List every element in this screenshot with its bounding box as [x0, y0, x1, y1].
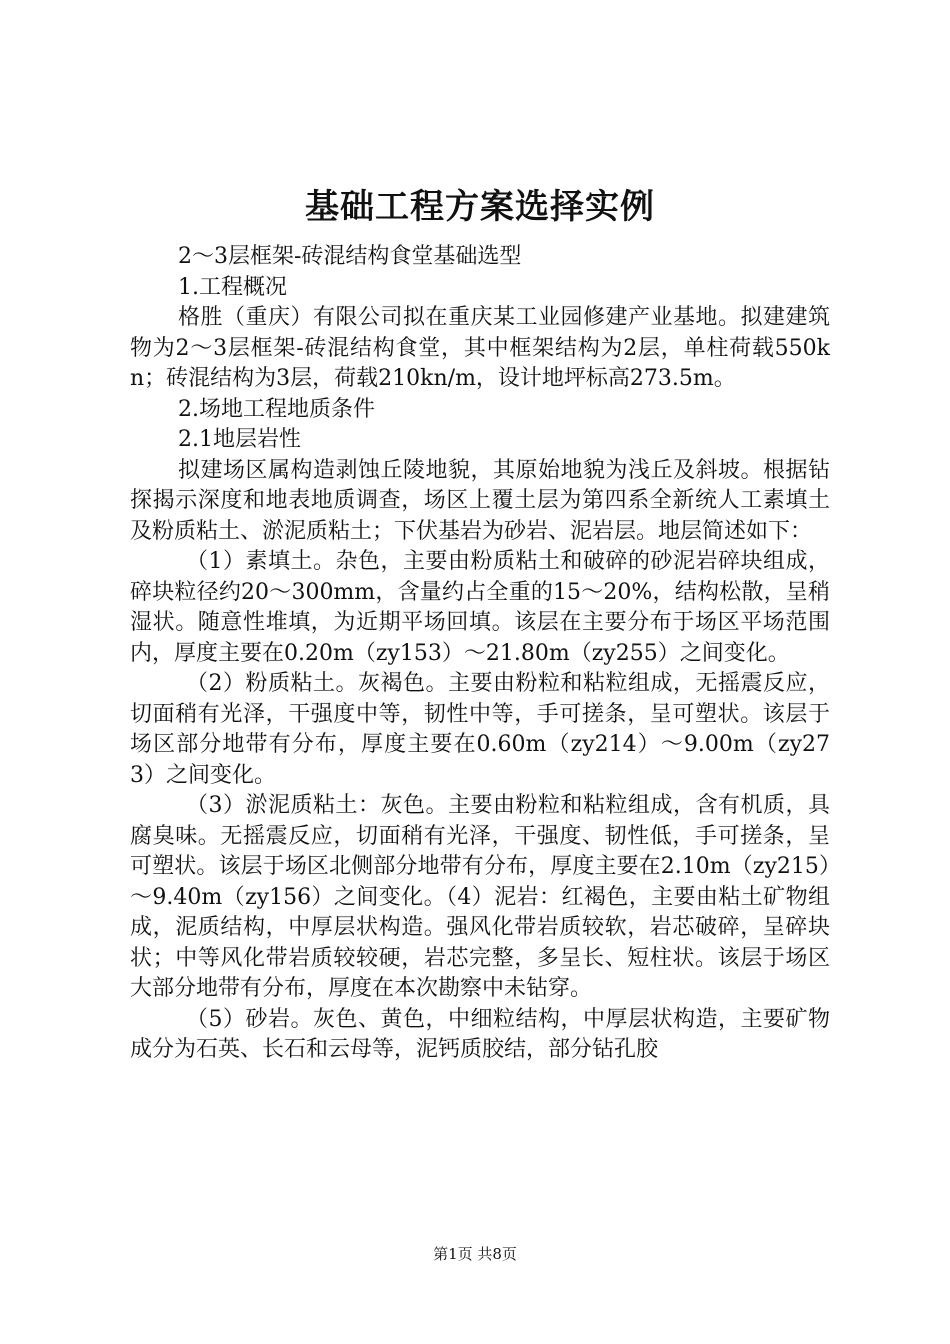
- heading-project-overview: 1.工程概况: [178, 274, 287, 300]
- paragraph-stratum-intro: 拟建场区属构造剥蚀丘陵地貌，其原始地貌为浅丘及斜坡。根据钻探揭示深度和地表地质调查，场区上覆土层为第四系全新统人工素填土及粉质粘土、淤泥质粘土；下伏基岩为砂岩、泥岩层。地层简述如下：: [130, 457, 830, 544]
- heading-site-geology: 2.场地工程地质条件: [178, 396, 375, 422]
- paragraph-layer-5: （5）砂岩。灰色、黄色，中细粒结构，中厚层状构造，主要矿物成分为石英、长石和云母等，泥钙质胶结，部分钻孔胶: [130, 1006, 830, 1062]
- paragraph-layer-2: （2）粉质粘土。灰褐色。主要由粉粒和粘粒组成，无摇震反应，切面稍有光泽，干强度中等，韧性中等，手可搓条，呈可塑状。该层于场区部分地带有分布，厚度主要在0.60m（zy214）～9.00m（zy273）之间变化。: [130, 671, 830, 788]
- heading-stratum-lithology: 2.1地层岩性: [178, 427, 301, 452]
- paragraph-project-overview: 格胜（重庆）有限公司拟在重庆某工业园修建产业基地。拟建建筑物为2～3层框架-砖混结构食堂，其中框架结构为2层，单柱荷载550kn；砖混结构为3层，荷载210kn/m，设计地坪标高273.5m。: [130, 305, 830, 391]
- section-subtitle: 2～3层框架-砖混结构食堂基础选型: [178, 244, 522, 269]
- page-footer: 第1页 共8页: [433, 1245, 517, 1263]
- paragraph-layer-1: （1）素填土。杂色，主要由粉质粘土和破碎的砂泥岩碎块组成，碎块粒径约20～300mm，含量约占全重的15～20%，结构松散，呈稍湿状。随意性堆填，为近期平场回填。该层在主要分布于场区平场范围内，厚度主要在0.20m（zy153）～21.80m（zy255）之间变化。: [130, 549, 830, 666]
- document-title: 基础工程方案选择实例: [305, 187, 655, 227]
- document-page: [130, 182, 830, 1066]
- paragraph-layer-3-4: （3）淤泥质粘土：灰色。主要由粉粒和粘粒组成，含有机质，具腐臭味。无摇震反应，切面稍有光泽，干强度、韧性低，手可搓条，呈可塑状。该层于场区北侧部分地带有分布，厚度主要在2.10m（zy215）～9.40m（zy156）之间变化。（4）泥岩：红褐色，主要由粘土矿物组成，泥质结构，中厚层状构造。强风化带岩质较软，岩芯破碎，呈碎块状；中等风化带岩质较较硬，岩芯完整，多呈长、短柱状。该层于场区大部分地带有分布，厚度在本次勘察中未钻穿。: [130, 793, 830, 1001]
